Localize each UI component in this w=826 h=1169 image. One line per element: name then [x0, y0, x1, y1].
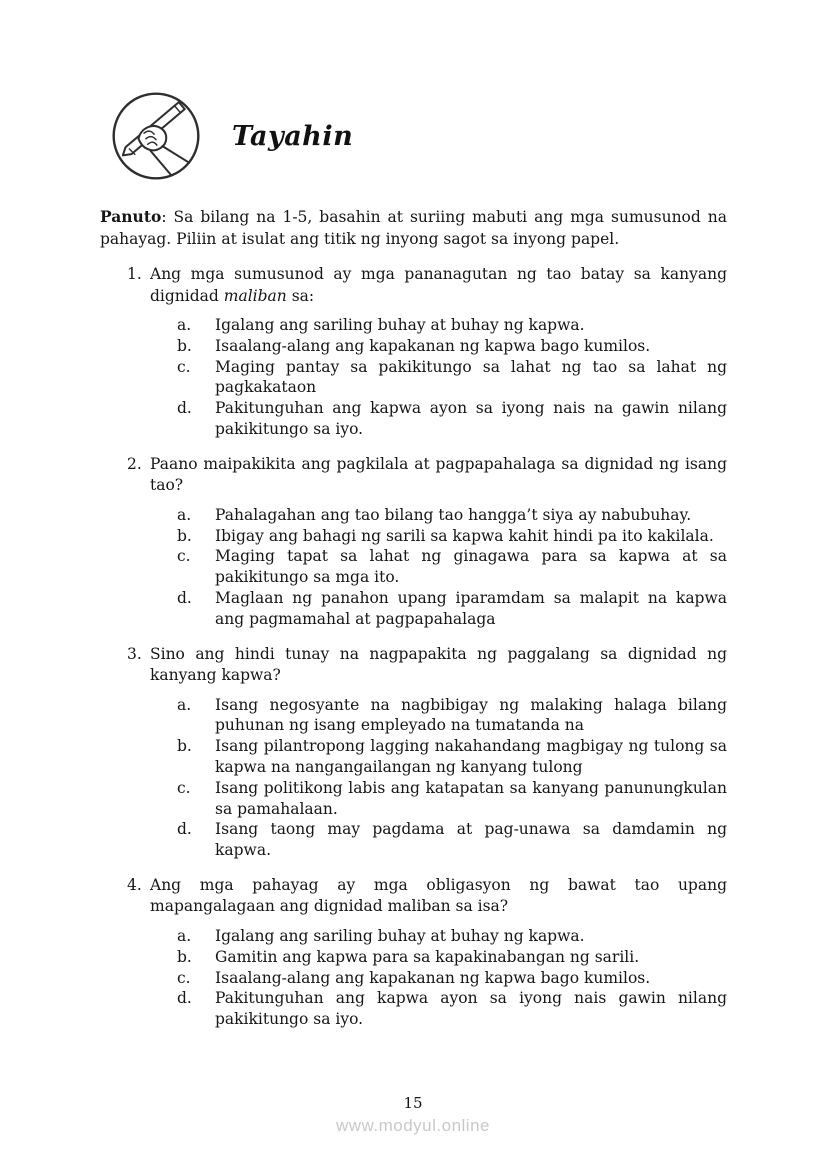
- question-text-italic: maliban: [223, 286, 287, 305]
- option-letter: b.: [177, 526, 192, 545]
- option-item: [177, 988, 727, 1030]
- option-item: [177, 926, 727, 947]
- option-item: [177, 778, 727, 820]
- option-text: Maging tapat sa lahat ng ginagawa para sa kapwa at sa pakikitungo sa mga ito.: [215, 547, 727, 587]
- option-list: [100, 695, 727, 861]
- option-item: [177, 336, 727, 357]
- option-letter: a.: [177, 316, 192, 334]
- option-item: [177, 357, 727, 399]
- question-number: 2.: [127, 454, 142, 473]
- option-letter: a.: [177, 505, 192, 524]
- option-letter: c.: [177, 968, 191, 987]
- writing-hand-icon: [110, 90, 202, 182]
- option-text: Isang taong may pagdama at pag-unawa sa damdamin ng kapwa.: [215, 820, 727, 860]
- option-item: [177, 546, 727, 588]
- watermark: www.modyul.online: [335, 1116, 490, 1135]
- option-item: [177, 588, 727, 630]
- question-text: [150, 264, 727, 307]
- option-text: Igalang ang sariling buhay at buhay ng kapwa.: [215, 926, 585, 945]
- page-number: 15: [403, 1094, 423, 1112]
- option-letter: c.: [177, 357, 191, 376]
- option-item: [177, 398, 727, 440]
- question-text-lead: Ang mga sumusunod ay mga pananagutan ng tao batay sa kanyang dignidad: [150, 265, 727, 305]
- option-letter: b.: [177, 737, 192, 756]
- question-text-lead: Ang mga pahayag ay mga obligasyon ng bawat tao upang mapangalagaan ang dignidad maliban sa isa?: [150, 875, 727, 916]
- option-item: [177, 736, 727, 778]
- option-text: Isaalang-alang ang kapakanan ng kapwa bago kumilos.: [215, 336, 651, 355]
- question-number: 1.: [127, 265, 142, 283]
- option-text: Pakitunguhan ang kapwa ayon sa iyong nais gawin nilang pakikitungo sa iyo.: [215, 989, 727, 1029]
- instructions-text: : Sa bilang na 1-5, basahin at suriing mabuti ang mga sumusunod na pahayag. Piliin at isulat ang titik ng inyong sagot sa inyong papel.: [100, 208, 727, 248]
- instructions-label: Panuto: [100, 207, 162, 226]
- option-letter: b.: [177, 947, 192, 966]
- option-text: Isang negosyante na nagbibigay ng malaking halaga bilang puhunan ng isang empleyado na tumatanda na: [215, 695, 727, 735]
- option-item: [177, 695, 727, 737]
- option-letter: d.: [177, 820, 192, 839]
- question-number: 3.: [127, 644, 142, 663]
- question-text: [150, 644, 727, 687]
- question-text-lead: Paano maipakikita ang pagkilala at pagpapahalaga sa dignidad ng isang tao?: [150, 454, 727, 495]
- option-text: Pahalagahan ang tao bilang tao hangga’t siya ay nabubuhay.: [215, 505, 692, 524]
- question-text-tail: sa:: [286, 286, 315, 305]
- option-item: [177, 819, 727, 861]
- option-letter: b.: [177, 336, 192, 355]
- option-item: [177, 315, 727, 336]
- option-text: Pakitunguhan ang kapwa ayon sa iyong nais na gawin nilang pakikitungo sa iyo.: [215, 399, 727, 438]
- option-item: [177, 505, 727, 526]
- question-item: [100, 454, 727, 630]
- page-title: Tayahin: [232, 120, 354, 152]
- option-item: [177, 947, 727, 968]
- option-text: Gamitin ang kapwa para sa kapakinabangan ng sarili.: [215, 947, 640, 966]
- question-list: [100, 264, 727, 1030]
- option-text: Isang pilantropong lagging nakahandang magbigay ng tulong sa kapwa na nangangailangan ng kanyang tulong: [215, 737, 727, 776]
- option-letter: d.: [177, 989, 192, 1008]
- option-text: Isaalang-alang ang kapakanan ng kapwa bago kumilos.: [215, 968, 651, 987]
- option-letter: d.: [177, 588, 192, 607]
- question-text: [150, 875, 727, 918]
- option-list: [100, 926, 727, 1030]
- instructions: [100, 206, 727, 250]
- option-text: Ibigay ang bahagi ng sarili sa kapwa kahit hindi pa ito kakilala.: [215, 526, 714, 545]
- option-letter: a.: [177, 926, 192, 945]
- option-letter: c.: [177, 547, 191, 566]
- option-letter: d.: [177, 399, 192, 418]
- option-text: Isang politikong labis ang katapatan sa kanyang panunungkulan sa pamahalaan.: [215, 778, 727, 818]
- question-item: [100, 644, 727, 861]
- title-row: [110, 90, 727, 182]
- option-list: [100, 505, 727, 630]
- option-letter: c.: [177, 778, 191, 797]
- question-item: [100, 875, 727, 1030]
- option-item: [177, 968, 727, 989]
- question-item: [100, 264, 727, 440]
- question-text-lead: Sino ang hindi tunay na nagpapakita ng paggalang sa dignidad ng kanyang kapwa?: [150, 644, 727, 685]
- option-list: [100, 315, 727, 440]
- option-item: [177, 526, 727, 547]
- option-text: Igalang ang sariling buhay at buhay ng kapwa.: [215, 316, 585, 334]
- question-text: [150, 454, 727, 497]
- question-number: 4.: [127, 875, 142, 894]
- option-text: Maging pantay sa pakikitungo sa lahat ng tao sa lahat ng pagkakataon: [215, 357, 727, 397]
- option-letter: a.: [177, 695, 192, 714]
- option-text: Maglaan ng panahon upang iparamdam sa malapit na kapwa ang pagmamahal at pagpapahalaga: [215, 588, 727, 628]
